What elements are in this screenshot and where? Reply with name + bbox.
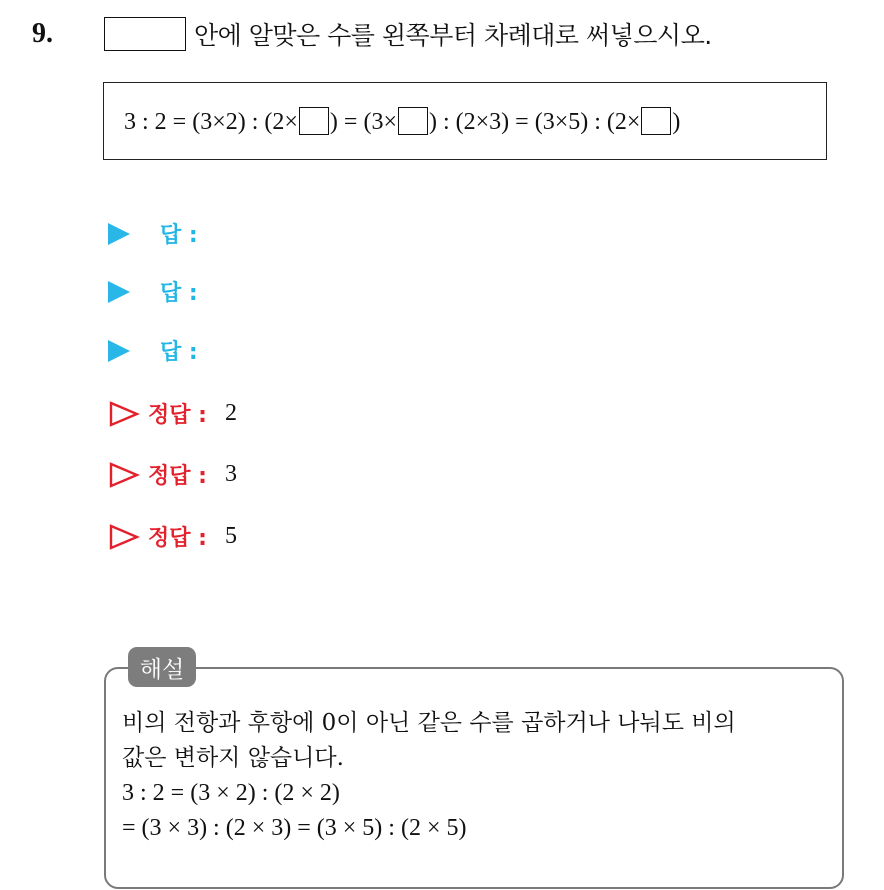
answer-row-2[interactable] [108,276,198,307]
blank-box-sample [104,17,186,51]
explanation-tab: 해설 [128,647,196,687]
outline-triangle-icon [108,401,140,427]
equation-part-2: ) = (3× [329,108,397,135]
explanation-body [122,706,834,846]
explanation-line-2: 값은 변하지 않습니다. [122,745,344,771]
correct-answer-row-1 [108,398,237,429]
correct-answer-row-3 [108,521,237,552]
answer-row-3[interactable] [108,335,198,366]
correct-answer-value: 5 [224,523,237,549]
outline-triangle-icon [108,524,140,550]
equation-blank-1[interactable] [299,107,329,135]
equation-blank-2[interactable] [398,107,428,135]
answer-label: 답 : [160,223,198,248]
question-prompt [104,16,712,52]
explanation-line-1: 비의 전항과 후항에 0이 아닌 같은 수를 곱하거나 나눠도 비의 [122,710,736,736]
play-triangle-icon [108,281,130,303]
correct-answer-value: 3 [224,461,237,487]
question-number: 9. [32,18,53,49]
correct-answer-label: 정답 : [148,403,207,428]
correct-answer-label: 정답 : [148,464,207,489]
answer-label: 답 : [160,281,198,306]
explanation-line-3: 3 : 2 = (3 × 2) : (2 × 2) [122,780,340,806]
equation-part-4: ) [672,108,681,135]
answer-label: 답 : [160,340,198,365]
equation-part-3: ) : (2×3) = (3×5) : (2× [428,108,641,135]
correct-answer-value: 2 [224,400,237,426]
equation-box [103,82,827,160]
play-triangle-icon [108,340,130,362]
equation-blank-3[interactable] [641,107,671,135]
equation [124,107,680,136]
correct-answer-row-2 [108,459,237,490]
equation-part-1: 3 : 2 = (3×2) : (2× [124,108,298,135]
play-triangle-icon [108,223,130,245]
correct-answer-label: 정답 : [148,526,207,551]
outline-triangle-icon [108,462,140,488]
explanation-line-4: = (3 × 3) : (2 × 3) = (3 × 5) : (2 × 5) [122,815,467,841]
question-instruction: 안에 알맞은 수를 왼쪽부터 차례대로 써넣으시오. [194,21,712,50]
answer-row-1[interactable] [108,218,198,249]
